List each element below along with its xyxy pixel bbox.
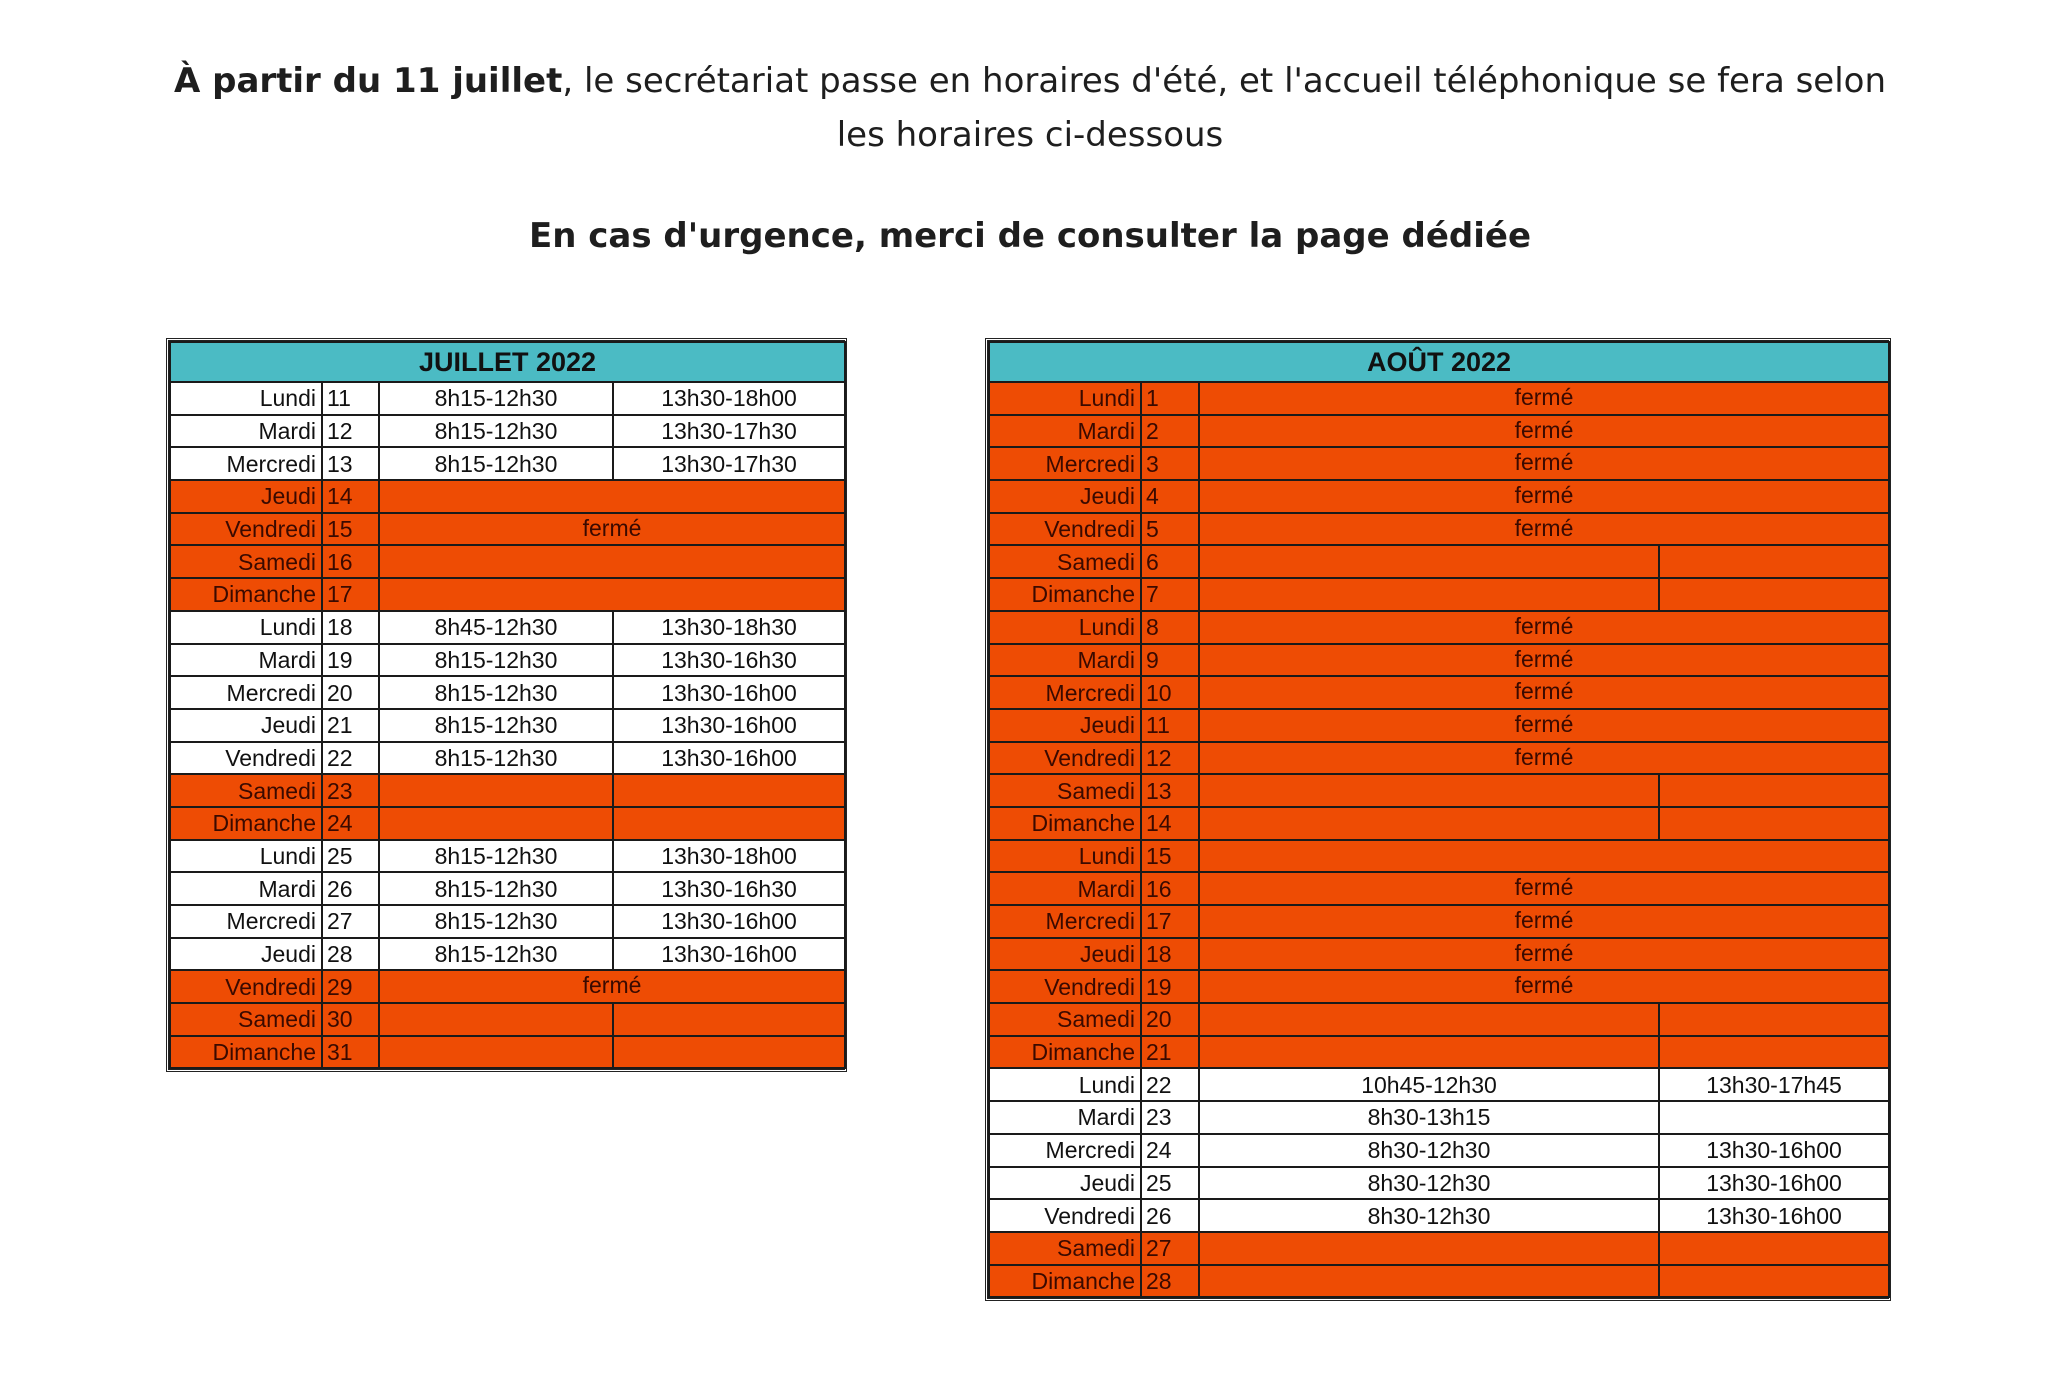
closed-cell — [379, 807, 613, 840]
urgence-text: En cas d'urgence, merci de consulter la page dédiée — [528, 216, 1532, 256]
afternoon-hours: 13h30-16h00 — [613, 676, 845, 709]
intro-rest: , le secrétariat passe en horaires d'été, et l'accueil téléphonique se fera selon les horaires ci-dessous — [562, 61, 1887, 155]
day-number: 26 — [1141, 1199, 1199, 1232]
afternoon-hours: 13h30-16h00 — [1659, 1134, 1889, 1167]
schedule-row — [170, 480, 845, 513]
schedule-row — [989, 513, 1889, 546]
afternoon-hours: 13h30-16h00 — [613, 742, 845, 775]
day-name: Dimanche — [989, 1036, 1141, 1069]
afternoon-hours — [1659, 1101, 1889, 1134]
morning-hours: 8h15-12h30 — [379, 676, 613, 709]
day-number: 6 — [1141, 545, 1199, 578]
day-name: Jeudi — [989, 1167, 1141, 1200]
closed-cell — [379, 1003, 613, 1036]
day-name: Mardi — [989, 872, 1141, 905]
schedule-row — [989, 938, 1889, 971]
day-name: Dimanche — [170, 578, 322, 611]
morning-hours: 10h45-12h30 — [1199, 1068, 1659, 1101]
morning-hours: 8h45-12h30 — [379, 611, 613, 644]
schedule-row — [989, 1036, 1889, 1069]
closed-label: fermé — [1199, 382, 1889, 415]
closed-label: fermé — [1199, 447, 1889, 480]
closed-cell — [1659, 545, 1889, 578]
closed-cell — [1199, 1232, 1659, 1265]
closed-cell — [379, 578, 845, 611]
day-number: 8 — [1141, 611, 1199, 644]
closed-label: fermé — [1199, 480, 1889, 513]
schedule-row — [989, 578, 1889, 611]
day-name: Vendredi — [989, 742, 1141, 775]
morning-hours: 8h15-12h30 — [379, 905, 613, 938]
day-number: 11 — [322, 382, 379, 415]
closed-cell — [613, 774, 845, 807]
day-name: Lundi — [170, 611, 322, 644]
closed-label: fermé — [1199, 644, 1889, 677]
schedule-row — [170, 382, 845, 415]
day-number: 1 — [1141, 382, 1199, 415]
closed-cell — [1199, 807, 1659, 840]
morning-hours: 8h30-12h30 — [1199, 1199, 1659, 1232]
day-name: Dimanche — [170, 1036, 322, 1069]
schedule-row — [170, 840, 845, 873]
day-number: 25 — [1141, 1167, 1199, 1200]
morning-hours: 8h15-12h30 — [379, 415, 613, 448]
day-number: 28 — [322, 938, 379, 971]
day-number: 26 — [322, 872, 379, 905]
day-name: Mercredi — [989, 1134, 1141, 1167]
day-number: 7 — [1141, 578, 1199, 611]
day-number: 18 — [1141, 938, 1199, 971]
morning-hours: 8h30-12h30 — [1199, 1167, 1659, 1200]
morning-hours: 8h15-12h30 — [379, 872, 613, 905]
afternoon-hours: 13h30-16h00 — [1659, 1199, 1889, 1232]
day-name: Lundi — [989, 840, 1141, 873]
schedule-row — [170, 872, 845, 905]
closed-cell — [1659, 578, 1889, 611]
morning-hours: 8h15-12h30 — [379, 840, 613, 873]
schedule-row — [170, 578, 845, 611]
day-name: Samedi — [170, 545, 322, 578]
schedule-row — [170, 545, 845, 578]
day-name: Mercredi — [170, 676, 322, 709]
schedule-row — [170, 644, 845, 677]
schedule-row — [170, 938, 845, 971]
day-number: 24 — [1141, 1134, 1199, 1167]
schedule-row — [170, 709, 845, 742]
afternoon-hours: 13h30-16h00 — [613, 938, 845, 971]
day-number: 16 — [322, 545, 379, 578]
closed-cell — [1659, 807, 1889, 840]
schedule-row — [170, 742, 845, 775]
afternoon-hours: 13h30-16h30 — [613, 644, 845, 677]
closed-label: fermé — [1199, 709, 1889, 742]
day-number: 15 — [1141, 840, 1199, 873]
closed-cell — [1659, 1265, 1889, 1298]
closed-cell — [1659, 1003, 1889, 1036]
day-name: Mercredi — [989, 676, 1141, 709]
day-name: Vendredi — [989, 513, 1141, 546]
day-name: Mardi — [989, 415, 1141, 448]
aout-table — [985, 338, 1891, 1301]
day-name: Dimanche — [170, 807, 322, 840]
day-number: 29 — [322, 970, 379, 1003]
day-name: Vendredi — [170, 970, 322, 1003]
afternoon-hours: 13h30-16h00 — [613, 905, 845, 938]
afternoon-hours: 13h30-16h00 — [613, 709, 845, 742]
day-name: Jeudi — [170, 709, 322, 742]
afternoon-hours: 13h30-18h30 — [613, 611, 845, 644]
day-name: Mercredi — [170, 447, 322, 480]
schedule-row — [989, 970, 1889, 1003]
closed-cell — [1199, 774, 1659, 807]
day-number: 15 — [322, 513, 379, 546]
day-number: 20 — [322, 676, 379, 709]
day-name: Vendredi — [170, 513, 322, 546]
schedule-row — [989, 709, 1889, 742]
schedule-row — [170, 676, 845, 709]
closed-cell — [613, 1036, 845, 1069]
closed-cell — [1659, 1232, 1889, 1265]
day-number: 2 — [1141, 415, 1199, 448]
afternoon-hours: 13h30-17h30 — [613, 447, 845, 480]
closed-label: fermé — [1199, 513, 1889, 546]
juillet-table — [166, 338, 847, 1072]
day-name: Vendredi — [989, 1199, 1141, 1232]
schedule-row — [170, 415, 845, 448]
closed-cell — [1199, 578, 1659, 611]
schedule-row — [989, 1101, 1889, 1134]
schedule-row — [170, 611, 845, 644]
closed-cell — [1199, 1265, 1659, 1298]
day-name: Jeudi — [170, 938, 322, 971]
schedule-row — [989, 1068, 1889, 1101]
day-number: 24 — [322, 807, 379, 840]
day-number: 17 — [322, 578, 379, 611]
day-name: Jeudi — [170, 480, 322, 513]
schedule-row — [989, 611, 1889, 644]
day-name: Mardi — [170, 872, 322, 905]
day-number: 23 — [1141, 1101, 1199, 1134]
closed-label: fermé — [379, 970, 845, 1003]
day-name: Lundi — [170, 840, 322, 873]
closed-cell — [613, 807, 845, 840]
day-number: 19 — [322, 644, 379, 677]
closed-label: fermé — [1199, 611, 1889, 644]
day-name: Lundi — [989, 382, 1141, 415]
schedule-row — [989, 447, 1889, 480]
day-name: Samedi — [989, 1232, 1141, 1265]
closed-cell — [1199, 1003, 1659, 1036]
closed-cell — [1199, 840, 1889, 873]
closed-label: fermé — [1199, 970, 1889, 1003]
day-number: 17 — [1141, 905, 1199, 938]
day-name: Lundi — [989, 1068, 1141, 1101]
day-name: Dimanche — [989, 807, 1141, 840]
schedule-row — [989, 1265, 1889, 1298]
morning-hours: 8h15-12h30 — [379, 382, 613, 415]
closed-cell — [1659, 774, 1889, 807]
day-number: 31 — [322, 1036, 379, 1069]
morning-hours: 8h30-13h15 — [1199, 1101, 1659, 1134]
afternoon-hours: 13h30-18h00 — [613, 840, 845, 873]
closed-label: fermé — [1199, 676, 1889, 709]
intro-bold: À partir du 11 juillet — [173, 61, 563, 101]
closed-cell — [379, 545, 845, 578]
morning-hours: 8h30-12h30 — [1199, 1134, 1659, 1167]
schedule-row — [170, 447, 845, 480]
closed-cell — [1199, 1036, 1659, 1069]
day-name: Mercredi — [989, 905, 1141, 938]
schedule-row — [170, 905, 845, 938]
schedule-row — [989, 1003, 1889, 1036]
intro-text — [160, 54, 1900, 162]
day-name: Mercredi — [170, 905, 322, 938]
day-name: Samedi — [989, 774, 1141, 807]
day-number: 27 — [322, 905, 379, 938]
day-number: 30 — [322, 1003, 379, 1036]
closed-label: fermé — [1199, 905, 1889, 938]
closed-cell — [379, 1036, 613, 1069]
morning-hours: 8h15-12h30 — [379, 938, 613, 971]
day-number: 19 — [1141, 970, 1199, 1003]
schedule-row — [989, 840, 1889, 873]
day-number: 13 — [1141, 774, 1199, 807]
day-name: Dimanche — [989, 578, 1141, 611]
morning-hours: 8h15-12h30 — [379, 742, 613, 775]
day-number: 28 — [1141, 1265, 1199, 1298]
day-name: Samedi — [989, 1003, 1141, 1036]
schedule-row — [170, 1036, 845, 1069]
day-number: 5 — [1141, 513, 1199, 546]
day-number: 9 — [1141, 644, 1199, 677]
afternoon-hours: 13h30-16h00 — [1659, 1167, 1889, 1200]
day-number: 18 — [322, 611, 379, 644]
closed-label: fermé — [1199, 872, 1889, 905]
closed-cell — [379, 774, 613, 807]
day-number: 11 — [1141, 709, 1199, 742]
day-name: Mercredi — [989, 447, 1141, 480]
day-name: Lundi — [170, 382, 322, 415]
day-number: 23 — [322, 774, 379, 807]
schedule-row — [989, 1134, 1889, 1167]
morning-hours: 8h15-12h30 — [379, 447, 613, 480]
closed-label: fermé — [1199, 742, 1889, 775]
closed-cell — [1659, 1036, 1889, 1069]
day-name: Mardi — [170, 415, 322, 448]
day-name: Jeudi — [989, 938, 1141, 971]
day-number: 27 — [1141, 1232, 1199, 1265]
day-name: Vendredi — [170, 742, 322, 775]
day-name: Mardi — [170, 644, 322, 677]
schedule-row — [170, 774, 845, 807]
closed-cell — [613, 1003, 845, 1036]
day-number: 22 — [322, 742, 379, 775]
schedule-row — [989, 1199, 1889, 1232]
day-name: Samedi — [170, 774, 322, 807]
day-number: 25 — [322, 840, 379, 873]
afternoon-hours: 13h30-17h30 — [613, 415, 845, 448]
day-name: Vendredi — [989, 970, 1141, 1003]
day-number: 14 — [1141, 807, 1199, 840]
schedule-row — [989, 382, 1889, 415]
schedule-row — [170, 1003, 845, 1036]
closed-cell — [379, 480, 845, 513]
day-number: 20 — [1141, 1003, 1199, 1036]
day-name: Dimanche — [989, 1265, 1141, 1298]
day-name: Jeudi — [989, 480, 1141, 513]
schedule-row — [989, 545, 1889, 578]
day-number: 14 — [322, 480, 379, 513]
schedule-row — [989, 807, 1889, 840]
schedule-row — [989, 872, 1889, 905]
morning-hours: 8h15-12h30 — [379, 644, 613, 677]
day-number: 22 — [1141, 1068, 1199, 1101]
closed-label: fermé — [1199, 938, 1889, 971]
schedule-row — [989, 415, 1889, 448]
day-number: 3 — [1141, 447, 1199, 480]
day-name: Mardi — [989, 644, 1141, 677]
afternoon-hours: 13h30-18h00 — [613, 382, 845, 415]
afternoon-hours: 13h30-16h30 — [613, 872, 845, 905]
day-name: Jeudi — [989, 709, 1141, 742]
schedule-row — [170, 807, 845, 840]
day-number: 21 — [322, 709, 379, 742]
day-name: Mardi — [989, 1101, 1141, 1134]
closed-cell — [1199, 545, 1659, 578]
closed-label: fermé — [1199, 415, 1889, 448]
aout-title: AOÛT 2022 — [989, 342, 1889, 382]
schedule-row — [989, 676, 1889, 709]
schedule-row — [989, 774, 1889, 807]
day-name: Lundi — [989, 611, 1141, 644]
schedule-row — [989, 644, 1889, 677]
day-number: 12 — [322, 415, 379, 448]
day-number: 10 — [1141, 676, 1199, 709]
schedule-row — [989, 742, 1889, 775]
morning-hours: 8h15-12h30 — [379, 709, 613, 742]
schedule-row — [989, 1232, 1889, 1265]
schedule-row — [989, 1167, 1889, 1200]
day-name: Samedi — [170, 1003, 322, 1036]
schedule-row — [989, 905, 1889, 938]
day-name: Samedi — [989, 545, 1141, 578]
afternoon-hours: 13h30-17h45 — [1659, 1068, 1889, 1101]
schedule-row — [989, 480, 1889, 513]
day-number: 21 — [1141, 1036, 1199, 1069]
day-number: 4 — [1141, 480, 1199, 513]
closed-label: fermé — [379, 513, 845, 546]
schedule-row — [170, 513, 845, 546]
day-number: 13 — [322, 447, 379, 480]
juillet-title: JUILLET 2022 — [170, 342, 845, 382]
day-number: 12 — [1141, 742, 1199, 775]
day-number: 16 — [1141, 872, 1199, 905]
schedule-row — [170, 970, 845, 1003]
